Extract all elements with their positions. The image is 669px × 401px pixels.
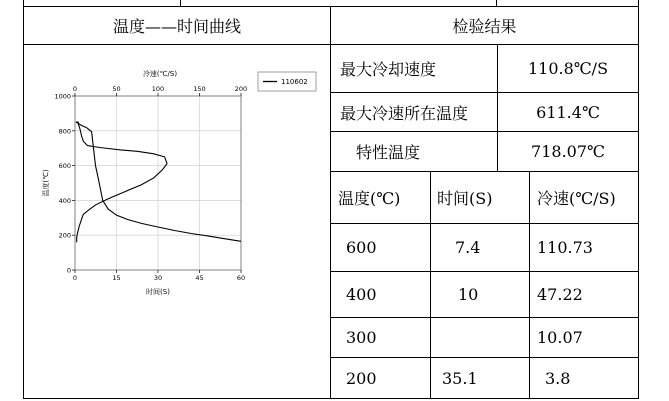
table-row-1-time: 10 [458,285,479,304]
y-tick-label-800: 800 [58,127,71,136]
y-tick-label-1000: 1000 [54,92,71,101]
x-tick-label-30: 30 [153,274,163,282]
col-header-temperature: 温度(℃) [338,189,401,208]
characteristic-temperature-label: 特性温度 [356,143,421,162]
series-line-1 [76,122,167,242]
col-header-time: 时间(S) [437,189,493,208]
table-row-0-temperature: 600 [346,238,377,257]
table-row-0-time: 7.4 [455,238,481,257]
curve-title: 温度——时间曲线 [112,17,241,36]
results-title: 检验结果 [452,17,517,36]
max-cooling-rate-value: 110.8℃/S [527,59,609,78]
y-tick-label-200: 200 [58,231,71,240]
x-axis-label: 时间(S) [146,288,170,296]
table-row-3-cooling-rate: 3.8 [545,368,571,388]
table-row-2-temperature: 300 [346,328,377,347]
max-rate-temperature-label: 最大冷速所在温度 [340,103,469,123]
table-row-2-time [455,318,529,357]
table-row-2-cooling-rate: 10.07 [537,328,583,347]
chart-ticks [54,85,247,282]
chart-lines [76,122,241,242]
top-x-tick-label-150: 150 [193,85,206,93]
characteristic-temperature-value: 718.07℃ [531,142,605,161]
top-axis-label: 冷速(℃/S) [142,70,178,78]
table-row-1-cooling-rate: 47.22 [537,285,583,304]
max-cooling-rate-label: 最大冷却速度 [340,60,437,79]
top-x-tick-label-200: 200 [234,85,248,93]
table-row-3-time: 35.1 [442,368,478,388]
top-x-tick-label-0: 0 [72,85,78,93]
table-row-3-temperature: 200 [346,368,377,388]
table-row-0-cooling-rate: 110.73 [537,238,593,257]
max-rate-temperature-value: 611.4℃ [536,102,600,122]
top-x-tick-label-50: 50 [112,85,121,93]
chart-grid [75,96,241,270]
x-tick-label-0: 0 [72,274,78,282]
y-tick-label-600: 600 [58,162,71,171]
legend-entry-110602: 110602 [281,78,308,86]
temperature-time-chart [30,58,325,303]
y-axis-label: 温度(℃) [42,169,50,197]
x-tick-label-60: 60 [236,274,246,282]
col-header-cooling-rate: 冷速(℃/S) [537,189,616,208]
table-row-1-temperature: 400 [346,285,377,304]
x-tick-label-15: 15 [112,274,121,282]
y-tick-label-400: 400 [58,196,71,205]
top-x-tick-label-100: 100 [151,85,165,93]
y-tick-label-0: 0 [66,266,71,275]
series-line-0 [77,122,241,241]
x-tick-label-45: 45 [195,274,204,282]
